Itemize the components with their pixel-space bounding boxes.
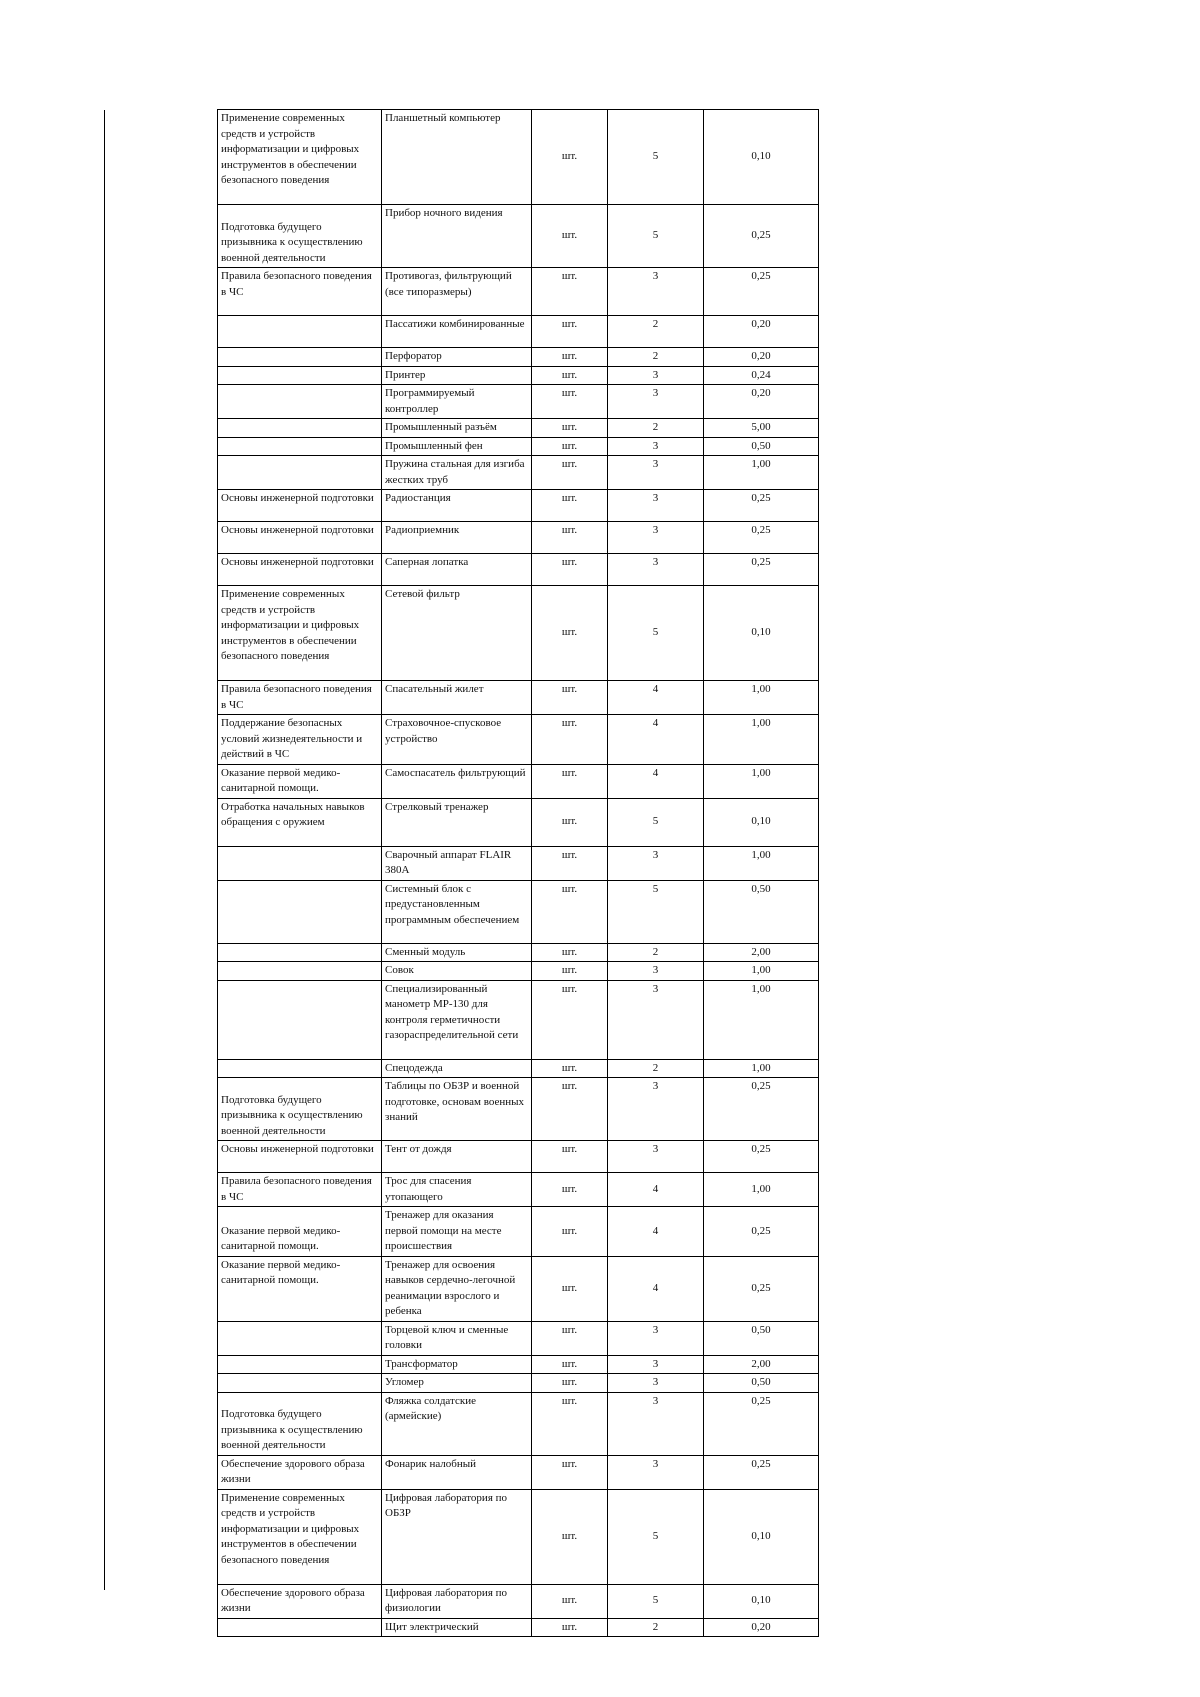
unit-cell: шт. — [532, 1374, 608, 1393]
coefficient-cell: 1,00 — [704, 846, 819, 880]
topic-cell: Оказание первой медико-санитарной помощи. — [218, 1256, 382, 1321]
table-row — [218, 980, 819, 1059]
coefficient-cell: 1,00 — [704, 1173, 819, 1207]
table-row — [218, 316, 819, 348]
coefficient-cell: 1,00 — [704, 1059, 819, 1078]
table-row — [218, 1256, 819, 1321]
coefficient-cell: 0,50 — [704, 1374, 819, 1393]
unit-cell: шт. — [532, 1078, 608, 1141]
unit-cell: шт. — [532, 419, 608, 438]
unit-cell: шт. — [532, 764, 608, 798]
quantity-cell: 3 — [608, 1374, 704, 1393]
table-row — [218, 943, 819, 962]
item-cell: Трос для спасения утопающего — [382, 1173, 532, 1207]
table-row — [218, 1392, 819, 1455]
topic-cell: Поддержание безопасных условий жизнедеятельности и действий в ЧС — [218, 715, 382, 765]
table-row — [218, 586, 819, 681]
topic-cell: Правила безопасного поведения в ЧС — [218, 1173, 382, 1207]
quantity-cell: 4 — [608, 1256, 704, 1321]
topic-cell: Оказание первой медико-санитарной помощи. — [218, 1207, 382, 1257]
quantity-cell: 5 — [608, 1584, 704, 1618]
equipment-table-body — [218, 110, 819, 1637]
topic-cell — [218, 962, 382, 981]
table-row — [218, 1173, 819, 1207]
coefficient-cell: 0,25 — [704, 490, 819, 522]
coefficient-cell: 0,25 — [704, 1078, 819, 1141]
topic-cell — [218, 316, 382, 348]
quantity-cell: 2 — [608, 1059, 704, 1078]
item-cell: Саперная лопатка — [382, 554, 532, 586]
topic-cell — [218, 943, 382, 962]
item-cell: Прибор ночного видения — [382, 205, 532, 268]
unit-cell: шт. — [532, 385, 608, 419]
unit-cell: шт. — [532, 980, 608, 1059]
item-cell: Фонарик налобный — [382, 1455, 532, 1489]
unit-cell: шт. — [532, 1207, 608, 1257]
quantity-cell: 3 — [608, 1078, 704, 1141]
item-cell: Щит электрический — [382, 1618, 532, 1637]
topic-cell — [218, 1059, 382, 1078]
table-row — [218, 348, 819, 367]
coefficient-cell: 0,10 — [704, 798, 819, 846]
item-cell: Торцевой ключ и сменные головки — [382, 1321, 532, 1355]
item-cell: Перфоратор — [382, 348, 532, 367]
topic-cell — [218, 980, 382, 1059]
item-cell: Стрелковый тренажер — [382, 798, 532, 846]
coefficient-cell: 0,25 — [704, 1455, 819, 1489]
table-row — [218, 1059, 819, 1078]
table-row — [218, 764, 819, 798]
coefficient-cell: 2,00 — [704, 943, 819, 962]
coefficient-cell: 0,25 — [704, 554, 819, 586]
coefficient-cell: 1,00 — [704, 962, 819, 981]
coefficient-cell: 1,00 — [704, 456, 819, 490]
table-row — [218, 1355, 819, 1374]
quantity-cell: 4 — [608, 764, 704, 798]
table-row — [218, 1489, 819, 1584]
coefficient-cell: 0,25 — [704, 205, 819, 268]
topic-cell: Обеспечение здорового образа жизни — [218, 1584, 382, 1618]
item-cell: Спасательный жилет — [382, 681, 532, 715]
coefficient-cell: 0,50 — [704, 437, 819, 456]
item-cell: Цифровая лаборатория по ОБЗР — [382, 1489, 532, 1584]
topic-cell — [218, 366, 382, 385]
quantity-cell: 3 — [608, 1392, 704, 1455]
table-row — [218, 1455, 819, 1489]
quantity-cell: 2 — [608, 943, 704, 962]
coefficient-cell: 0,20 — [704, 1618, 819, 1637]
unit-cell: шт. — [532, 962, 608, 981]
item-cell: Тренажер для оказания первой помощи на месте происшествия — [382, 1207, 532, 1257]
quantity-cell: 4 — [608, 1173, 704, 1207]
unit-cell: шт. — [532, 1321, 608, 1355]
unit-cell: шт. — [532, 554, 608, 586]
topic-cell — [218, 846, 382, 880]
item-cell: Сменный модуль — [382, 943, 532, 962]
coefficient-cell: 0,10 — [704, 586, 819, 681]
quantity-cell: 5 — [608, 1489, 704, 1584]
unit-cell: шт. — [532, 522, 608, 554]
coefficient-cell: 1,00 — [704, 681, 819, 715]
unit-cell: шт. — [532, 880, 608, 943]
item-cell: Самоспасатель фильтрующий — [382, 764, 532, 798]
quantity-cell: 3 — [608, 554, 704, 586]
quantity-cell: 3 — [608, 490, 704, 522]
coefficient-cell: 0,24 — [704, 366, 819, 385]
topic-cell — [218, 1374, 382, 1393]
topic-cell: Основы инженерной подготовки — [218, 554, 382, 586]
coefficient-cell: 0,20 — [704, 385, 819, 419]
topic-cell: Подготовка будущего призывника к осуществлению военной деятельности — [218, 1392, 382, 1455]
item-cell: Пружина стальная для изгиба жестких труб — [382, 456, 532, 490]
unit-cell: шт. — [532, 1173, 608, 1207]
quantity-cell: 3 — [608, 1455, 704, 1489]
item-cell: Совок — [382, 962, 532, 981]
unit-cell: шт. — [532, 1618, 608, 1637]
table-row — [218, 1584, 819, 1618]
item-cell: Таблицы по ОБЗР и военной подготовке, основам военных знаний — [382, 1078, 532, 1141]
coefficient-cell: 0,20 — [704, 348, 819, 367]
coefficient-cell: 0,25 — [704, 268, 819, 316]
unit-cell: шт. — [532, 1059, 608, 1078]
unit-cell: шт. — [532, 846, 608, 880]
table-row — [218, 522, 819, 554]
quantity-cell: 3 — [608, 962, 704, 981]
unit-cell: шт. — [532, 1355, 608, 1374]
unit-cell: шт. — [532, 1141, 608, 1173]
table-row — [218, 366, 819, 385]
unit-cell: шт. — [532, 205, 608, 268]
table-row — [218, 110, 819, 205]
topic-cell: Обеспечение здорового образа жизни — [218, 1455, 382, 1489]
unit-cell: шт. — [532, 456, 608, 490]
topic-cell: Оказание первой медико-санитарной помощи. — [218, 764, 382, 798]
item-cell: Планшетный компьютер — [382, 110, 532, 205]
quantity-cell: 2 — [608, 419, 704, 438]
coefficient-cell: 0,10 — [704, 1489, 819, 1584]
item-cell: Тренажер для освоения навыков сердечно-легочной реанимации взрослого и ребенка — [382, 1256, 532, 1321]
table-row — [218, 1618, 819, 1637]
item-cell: Системный блок с предустановленным программным обеспечением — [382, 880, 532, 943]
table-row — [218, 1321, 819, 1355]
coefficient-cell: 1,00 — [704, 980, 819, 1059]
topic-cell — [218, 437, 382, 456]
quantity-cell: 5 — [608, 880, 704, 943]
table-row — [218, 554, 819, 586]
coefficient-cell: 0,10 — [704, 110, 819, 205]
unit-cell: шт. — [532, 715, 608, 765]
coefficient-cell: 0,20 — [704, 316, 819, 348]
table-row — [218, 798, 819, 846]
quantity-cell: 5 — [608, 798, 704, 846]
item-cell: Специализированный манометр МР-130 для контроля герметичности газораспределительной сети — [382, 980, 532, 1059]
table-row — [218, 1374, 819, 1393]
unit-cell: шт. — [532, 681, 608, 715]
left-margin-line — [104, 110, 105, 1590]
topic-cell — [218, 1321, 382, 1355]
item-cell: Страховочное-спусковое устройство — [382, 715, 532, 765]
topic-cell: Основы инженерной подготовки — [218, 522, 382, 554]
table-row — [218, 490, 819, 522]
table-row — [218, 880, 819, 943]
quantity-cell: 3 — [608, 980, 704, 1059]
coefficient-cell: 0,25 — [704, 1256, 819, 1321]
topic-cell — [218, 419, 382, 438]
unit-cell: шт. — [532, 110, 608, 205]
item-cell: Тент от дождя — [382, 1141, 532, 1173]
item-cell: Сварочный аппарат FLAIR 380A — [382, 846, 532, 880]
coefficient-cell: 2,00 — [704, 1355, 819, 1374]
quantity-cell: 2 — [608, 316, 704, 348]
quantity-cell: 3 — [608, 522, 704, 554]
coefficient-cell: 0,50 — [704, 880, 819, 943]
topic-cell — [218, 1618, 382, 1637]
quantity-cell: 4 — [608, 681, 704, 715]
table-row — [218, 268, 819, 316]
coefficient-cell: 0,10 — [704, 1584, 819, 1618]
unit-cell: шт. — [532, 316, 608, 348]
quantity-cell: 3 — [608, 846, 704, 880]
topic-cell: Отработка начальных навыков обращения с оружием — [218, 798, 382, 846]
item-cell: Цифровая лаборатория по физиологии — [382, 1584, 532, 1618]
topic-cell: Применение современных средств и устройств информатизации и цифровых инструментов в обеспечении безопасного поведения — [218, 586, 382, 681]
coefficient-cell: 5,00 — [704, 419, 819, 438]
topic-cell: Подготовка будущего призывника к осуществлению военной деятельности — [218, 205, 382, 268]
item-cell: Радиоприемник — [382, 522, 532, 554]
quantity-cell: 3 — [608, 437, 704, 456]
topic-cell: Основы инженерной подготовки — [218, 490, 382, 522]
coefficient-cell: 1,00 — [704, 715, 819, 765]
table-row — [218, 419, 819, 438]
topic-cell: Правила безопасного поведения в ЧС — [218, 681, 382, 715]
unit-cell: шт. — [532, 366, 608, 385]
quantity-cell: 3 — [608, 456, 704, 490]
coefficient-cell: 0,25 — [704, 1207, 819, 1257]
unit-cell: шт. — [532, 1489, 608, 1584]
quantity-cell: 2 — [608, 348, 704, 367]
unit-cell: шт. — [532, 268, 608, 316]
item-cell: Промышленный фен — [382, 437, 532, 456]
quantity-cell: 3 — [608, 1141, 704, 1173]
coefficient-cell: 0,25 — [704, 1392, 819, 1455]
item-cell: Программируемый контроллер — [382, 385, 532, 419]
unit-cell: шт. — [532, 943, 608, 962]
table-row — [218, 437, 819, 456]
item-cell: Сетевой фильтр — [382, 586, 532, 681]
table-row — [218, 1207, 819, 1257]
item-cell: Противогаз, фильтрующий (все типоразмеры) — [382, 268, 532, 316]
table-row — [218, 385, 819, 419]
table-row — [218, 1078, 819, 1141]
table-row — [218, 681, 819, 715]
coefficient-cell: 0,50 — [704, 1321, 819, 1355]
unit-cell: шт. — [532, 348, 608, 367]
coefficient-cell: 1,00 — [704, 764, 819, 798]
equipment-table — [217, 109, 819, 1637]
item-cell: Спецодежда — [382, 1059, 532, 1078]
table-row — [218, 456, 819, 490]
topic-cell — [218, 1355, 382, 1374]
topic-cell — [218, 880, 382, 943]
unit-cell: шт. — [532, 437, 608, 456]
item-cell: Угломер — [382, 1374, 532, 1393]
quantity-cell: 3 — [608, 1355, 704, 1374]
item-cell: Пассатижи комбинированные — [382, 316, 532, 348]
quantity-cell: 5 — [608, 586, 704, 681]
unit-cell: шт. — [532, 1256, 608, 1321]
unit-cell: шт. — [532, 1584, 608, 1618]
quantity-cell: 4 — [608, 1207, 704, 1257]
table-row — [218, 715, 819, 765]
topic-cell: Подготовка будущего призывника к осуществлению военной деятельности — [218, 1078, 382, 1141]
table-row — [218, 205, 819, 268]
unit-cell: шт. — [532, 586, 608, 681]
quantity-cell: 3 — [608, 268, 704, 316]
unit-cell: шт. — [532, 1392, 608, 1455]
table-row — [218, 846, 819, 880]
quantity-cell: 3 — [608, 366, 704, 385]
topic-cell — [218, 348, 382, 367]
topic-cell: Применение современных средств и устройств информатизации и цифровых инструментов в обеспечении безопасного поведения — [218, 110, 382, 205]
topic-cell — [218, 456, 382, 490]
table-row — [218, 962, 819, 981]
quantity-cell: 3 — [608, 385, 704, 419]
item-cell: Фляжка солдатские (армейские) — [382, 1392, 532, 1455]
topic-cell: Применение современных средств и устройств информатизации и цифровых инструментов в обеспечении безопасного поведения — [218, 1489, 382, 1584]
coefficient-cell: 0,25 — [704, 1141, 819, 1173]
quantity-cell: 5 — [608, 205, 704, 268]
unit-cell: шт. — [532, 798, 608, 846]
quantity-cell: 3 — [608, 1321, 704, 1355]
item-cell: Промышленный разъём — [382, 419, 532, 438]
quantity-cell: 4 — [608, 715, 704, 765]
item-cell: Радиостанция — [382, 490, 532, 522]
topic-cell: Правила безопасного поведения в ЧС — [218, 268, 382, 316]
quantity-cell: 2 — [608, 1618, 704, 1637]
quantity-cell: 5 — [608, 110, 704, 205]
unit-cell: шт. — [532, 490, 608, 522]
item-cell: Принтер — [382, 366, 532, 385]
topic-cell: Основы инженерной подготовки — [218, 1141, 382, 1173]
item-cell: Трансформатор — [382, 1355, 532, 1374]
unit-cell: шт. — [532, 1455, 608, 1489]
table-row — [218, 1141, 819, 1173]
coefficient-cell: 0,25 — [704, 522, 819, 554]
topic-cell — [218, 385, 382, 419]
